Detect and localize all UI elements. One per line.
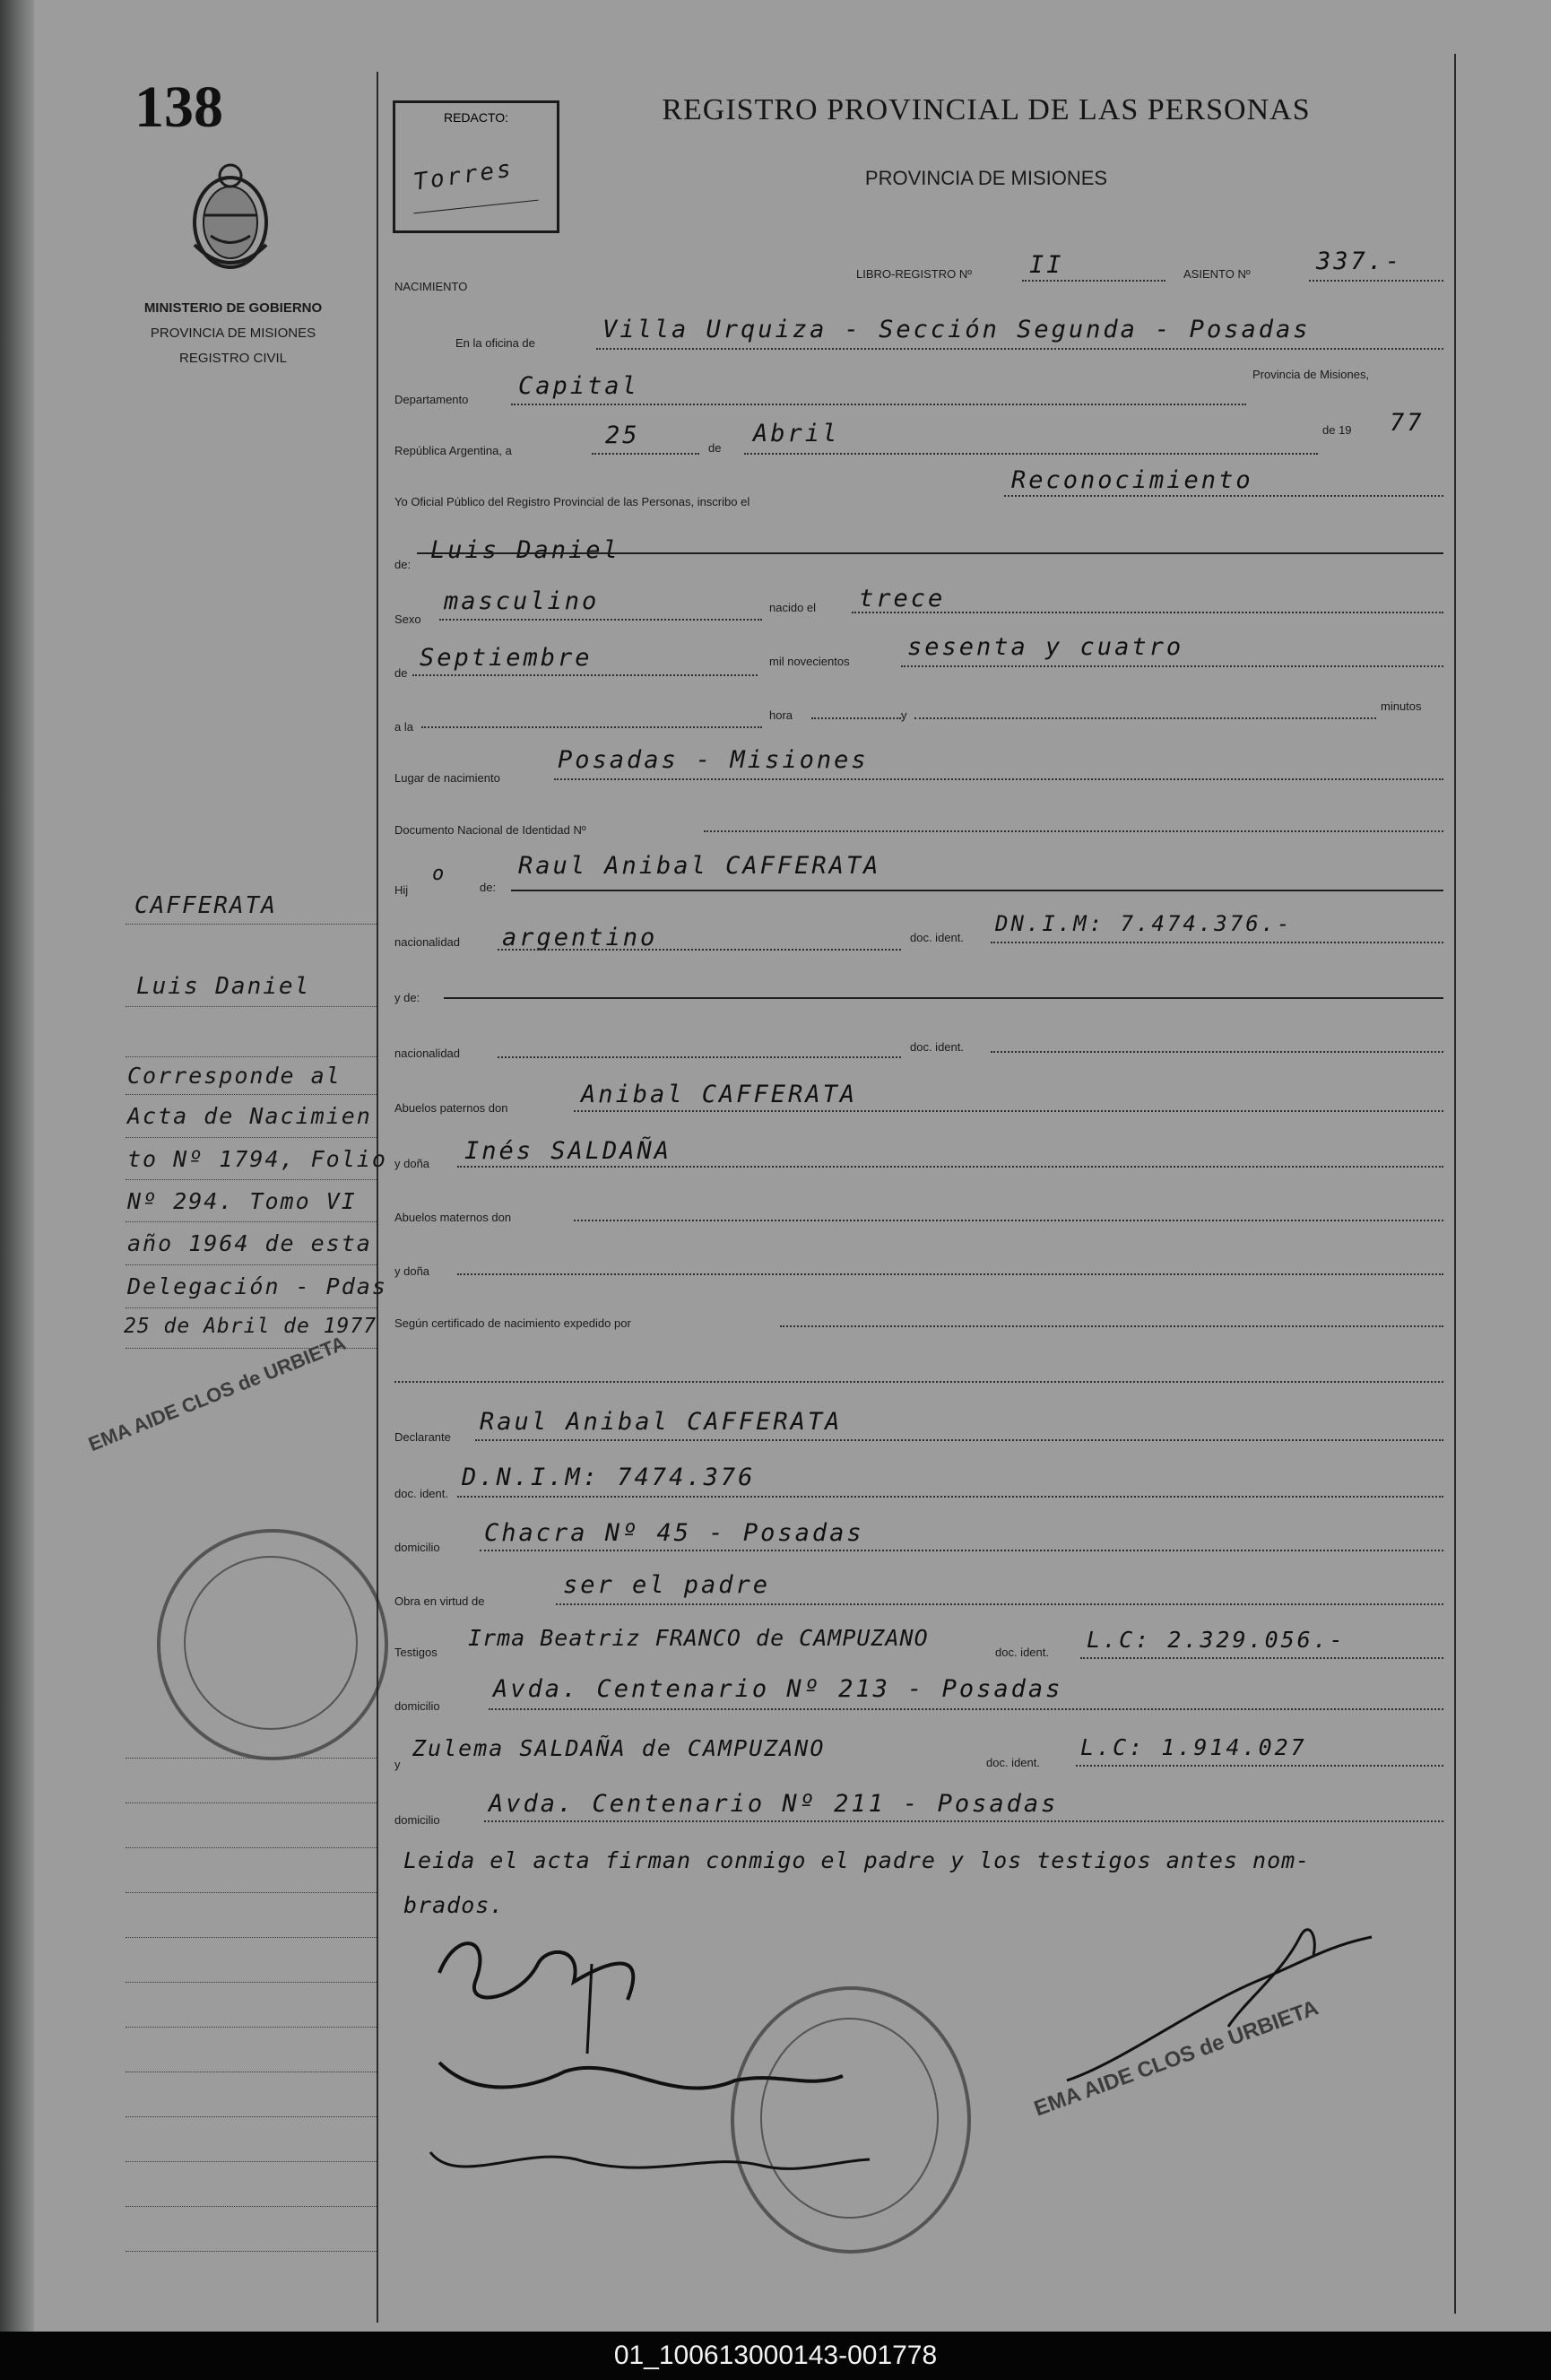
- testigo1-label: Testigos: [394, 1646, 438, 1659]
- libro-value: II: [1029, 251, 1064, 279]
- declarante-label: Declarante: [394, 1430, 451, 1444]
- testigo2-dom-label: domicilio: [394, 1813, 440, 1827]
- abuelos-paternos-label: Abuelos paternos don: [394, 1101, 508, 1115]
- testigo2-doc-label: doc. ident.: [986, 1756, 1040, 1769]
- oficina-value: Villa Urquiza - Sección Segunda - Posadas: [602, 316, 1311, 343]
- margin-note-line: Nº 294. Tomo VI: [127, 1188, 357, 1214]
- testigo1-value: Irma Beatriz FRANCO de CAMPUZANO: [468, 1625, 929, 1651]
- departamento-value: Capital: [518, 372, 639, 400]
- departamento-suffix: Provincia de Misiones,: [1252, 368, 1370, 381]
- margin-given-name: Luis Daniel: [136, 973, 311, 1000]
- redacto-name: Torres: [412, 155, 516, 196]
- fecha-label: República Argentina, a: [394, 444, 512, 457]
- stamp-text: EMA AIDE CLOS de URBIETA: [85, 1331, 350, 1456]
- registry-subtitle: PROVINCIA DE MISIONES: [864, 167, 1108, 189]
- abuela-paterna-label: y doña: [394, 1157, 430, 1170]
- hijo-suffix: o: [432, 863, 447, 885]
- doc1-value: DN.I.M: 7.474.376.-: [995, 911, 1293, 936]
- departamento-label: Departamento: [394, 393, 469, 406]
- abuelos-paternos-value: Anibal CAFFERATA: [581, 1081, 858, 1108]
- sexo-label: Sexo: [394, 612, 421, 626]
- abuelos-maternos-label: Abuelos maternos don: [394, 1211, 512, 1224]
- image-id-footer: 01_100613000143-001778: [0, 2332, 1551, 2380]
- testigo1-doc-label: doc. ident.: [995, 1646, 1049, 1659]
- hora-label: hora: [769, 708, 793, 722]
- margin-divider: [377, 72, 378, 2323]
- lugar-value: Posadas - Misiones: [558, 746, 869, 774]
- oficina-label: En la oficina de: [455, 336, 535, 350]
- margin-note-line: 25 de Abril de 1977: [124, 1315, 377, 1338]
- lugar-label: Lugar de nacimiento: [394, 771, 500, 785]
- right-border: [1454, 54, 1456, 2314]
- margin-note-line: Acta de Nacimien: [127, 1103, 372, 1129]
- obra-value: ser el padre: [563, 1571, 771, 1599]
- fecha-day: 25: [605, 421, 640, 449]
- sexo-value: masculino: [444, 587, 600, 615]
- asiento-label: ASIENTO Nº: [1183, 267, 1251, 281]
- hijo-de: de:: [480, 881, 497, 894]
- fecha-de: de: [708, 441, 722, 455]
- ministry-block: [99, 296, 368, 371]
- page-number: 138: [134, 74, 223, 140]
- de-label: de:: [394, 558, 412, 571]
- mil-label: mil novecientos: [769, 655, 850, 668]
- inscribo-label: Yo Oficial Público del Registro Provincial de las Personas, inscribo el: [394, 495, 750, 508]
- hijo-label: Hij: [394, 883, 409, 897]
- coat-of-arms-icon: [184, 160, 278, 276]
- inscribo-value: Reconocimiento: [1011, 466, 1253, 494]
- mil-value: sesenta y cuatro: [907, 633, 1184, 661]
- ministry-line: REGISTRO CIVIL: [178, 351, 288, 366]
- circular-stamp-inner: [760, 2018, 939, 2219]
- mes-value: Septiembre: [420, 644, 593, 672]
- obra-label: Obra en virtud de: [394, 1594, 485, 1608]
- de-value: Luis Daniel: [430, 536, 620, 564]
- testigo2-doc-value: L.C: 1.914.027: [1080, 1734, 1307, 1760]
- margin-note-line: año 1964 de esta: [127, 1230, 372, 1256]
- y-de-label: y de:: [394, 991, 420, 1004]
- asiento-value: 337.-: [1316, 248, 1403, 275]
- closing-line-1: Leida el acta firman conmigo el padre y los testigos antes nom-: [403, 1847, 1311, 1873]
- declarante-doc-value: D.N.I.M: 7474.376: [462, 1464, 756, 1491]
- testigo2-value: Zulema SALDAÑA de CAMPUZANO: [412, 1735, 826, 1761]
- ministry-line: PROVINCIA DE MISIONES: [150, 326, 316, 341]
- testigo2-label: y: [394, 1758, 401, 1771]
- fecha-year: 77: [1390, 409, 1425, 437]
- act-type: NACIMIENTO: [394, 280, 468, 293]
- documento-label: Documento Nacional de Identidad Nº: [394, 823, 586, 837]
- hora-a-la: a la: [394, 720, 413, 734]
- redacto-label: REDACTO:: [443, 110, 509, 125]
- testigo1-dom-value: Avda. Centenario Nº 213 - Posadas: [493, 1675, 1063, 1703]
- nacionalidad2-label: nacionalidad: [394, 1047, 461, 1060]
- hora-minutos: minutos: [1381, 699, 1422, 713]
- nacido-value: trece: [859, 585, 946, 612]
- margin-note-line: Delegación - Pdas: [127, 1273, 387, 1299]
- abuela-paterna-value: Inés SALDAÑA: [464, 1137, 672, 1165]
- abuela-materna-label: y doña: [394, 1264, 430, 1278]
- margin-surname: CAFFERATA: [134, 892, 277, 919]
- fecha-year-label: de 19: [1322, 423, 1352, 437]
- redacto-box: [393, 100, 559, 233]
- declarante-dom-value: Chacra Nº 45 - Posadas: [484, 1519, 864, 1547]
- closing-line-2: brados.: [403, 1892, 505, 1918]
- certificado-label: Según certificado de nacimiento expedido por: [394, 1316, 631, 1330]
- ministry-line: MINISTERIO DE GOBIERNO: [143, 300, 323, 316]
- testigo1-dom-label: domicilio: [394, 1699, 440, 1713]
- hijo-value: Raul Anibal CAFFERATA: [518, 852, 881, 880]
- margin-note-line: Corresponde al: [127, 1063, 342, 1089]
- hora-y: y: [901, 708, 907, 722]
- declarante-dom-label: domicilio: [394, 1541, 440, 1554]
- testigo2-dom-value: Avda. Centenario Nº 211 - Posadas: [489, 1790, 1059, 1818]
- stamp-text: EMA AIDE CLOS de URBIETA: [1031, 1995, 1322, 2122]
- testigo1-doc-value: L.C: 2.329.056.-: [1087, 1627, 1346, 1653]
- mes-label: de: [394, 666, 408, 680]
- declarante-doc-label: doc. ident.: [394, 1487, 448, 1500]
- doc1-label: doc. ident.: [910, 931, 964, 944]
- nacionalidad1-value: argentino: [502, 924, 658, 951]
- doc2-label: doc. ident.: [910, 1040, 964, 1054]
- book-binding: [0, 0, 34, 2332]
- declarante-value: Raul Anibal CAFFERATA: [480, 1408, 843, 1436]
- margin-note-line: to Nº 1794, Folio: [127, 1146, 387, 1172]
- nacido-label: nacido el: [769, 601, 817, 614]
- circular-stamp-inner: [184, 1556, 358, 1730]
- registry-title: REGISTRO PROVINCIAL DE LAS PERSONAS: [662, 93, 1311, 126]
- nacionalidad1-label: nacionalidad: [394, 935, 461, 949]
- libro-label: LIBRO-REGISTRO Nº: [856, 267, 972, 281]
- fecha-month: Abril: [753, 420, 840, 447]
